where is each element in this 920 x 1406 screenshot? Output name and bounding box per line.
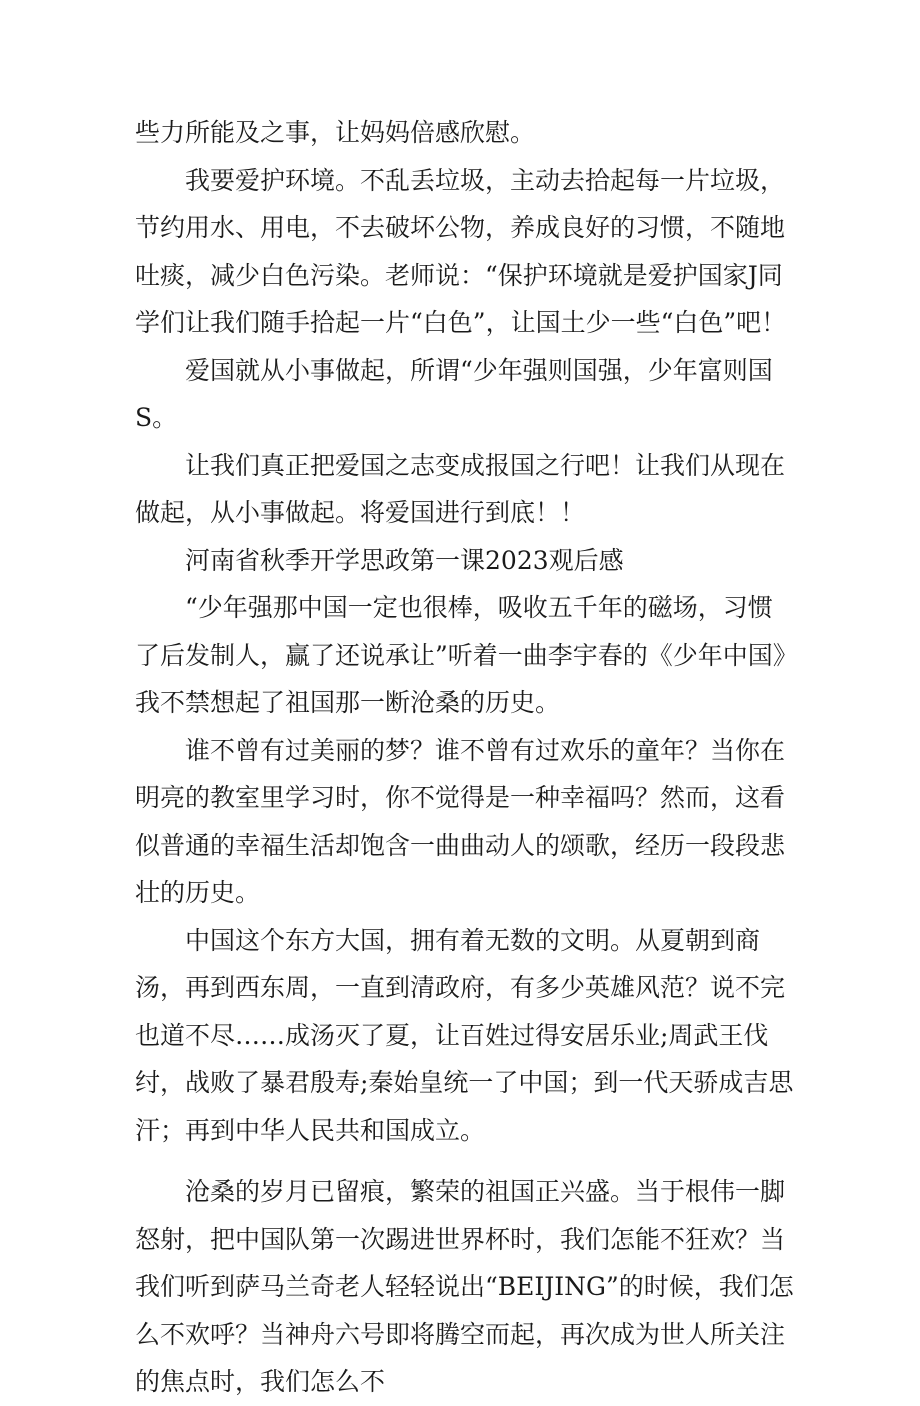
paragraph-protect-environment: 我要爱护环境。不乱丢垃圾，主动去拾起每一片垃圾，节约用水、用电，不去破坏公物，养成良好的习惯，不随地吐痰，减少白色污染。老师说：“保护环境就是爱护国家J同学们让我们随手拾起一片“白色”，让国土少一些“白色”吧！ xyxy=(135,165,787,337)
paragraph-call-to-action: 让我们真正把爱国之志变成报国之行吧！让我们从现在做起，从小事做起。将爱国进行到底！！ xyxy=(135,450,786,527)
paragraph-history: 中国这个东方大国，拥有着无数的文明。从夏朝到商汤，再到西东周，一直到清政府，有多少英雄风范？说不完也道不尽……成汤灭了夏，让百姓过得安居乐业;周武王伐纣，战败了暴君殷寿;秦始皇统一了中国；到一代天骄成吉思汗；再到中华人民共和国成立。 xyxy=(135,925,794,1145)
paragraph-prosperity: 沧桑的岁月已留痕，繁荣的祖国正兴盛。当于根伟一脚怒射，把中国队第一次踢进世界杯时，我们怎能不狂欢？当我们听到萨马兰奇老人轻轻说出“BEIJING”的时候，我们怎么不欢呼？当神舟六号即将腾空而起，再次成为世人所关注的焦点时，我们怎么不 xyxy=(135,1177,794,1396)
paragraph-continuation: 些力所能及之事，让妈妈倍感欣慰。 xyxy=(135,118,536,147)
paragraph-love-country-small-things: 爱国就从小事做起，所谓“少年强则国强，少年富则国S。 xyxy=(135,355,773,432)
section-heading: 河南省秋季开学思政第一课2023观后感 xyxy=(185,545,624,575)
paragraph-song-quote: “少年强那中国一定也很棒，吸收五千年的磁场，习惯了后发制人，赢了还说承让”听着一曲李宇春的《少年中国》我不禁想起了祖国那一断沧桑的历史。 xyxy=(135,593,786,717)
paragraph-beautiful-dream: 谁不曾有过美丽的梦？谁不曾有过欢乐的童年？当你在明亮的教室里学习时，你不觉得是一种幸福吗？然而，这看似普通的幸福生活却饱含一曲曲动人的颂歌，经历一段段悲壮的历史。 xyxy=(135,735,786,907)
document-body xyxy=(135,109,797,1406)
